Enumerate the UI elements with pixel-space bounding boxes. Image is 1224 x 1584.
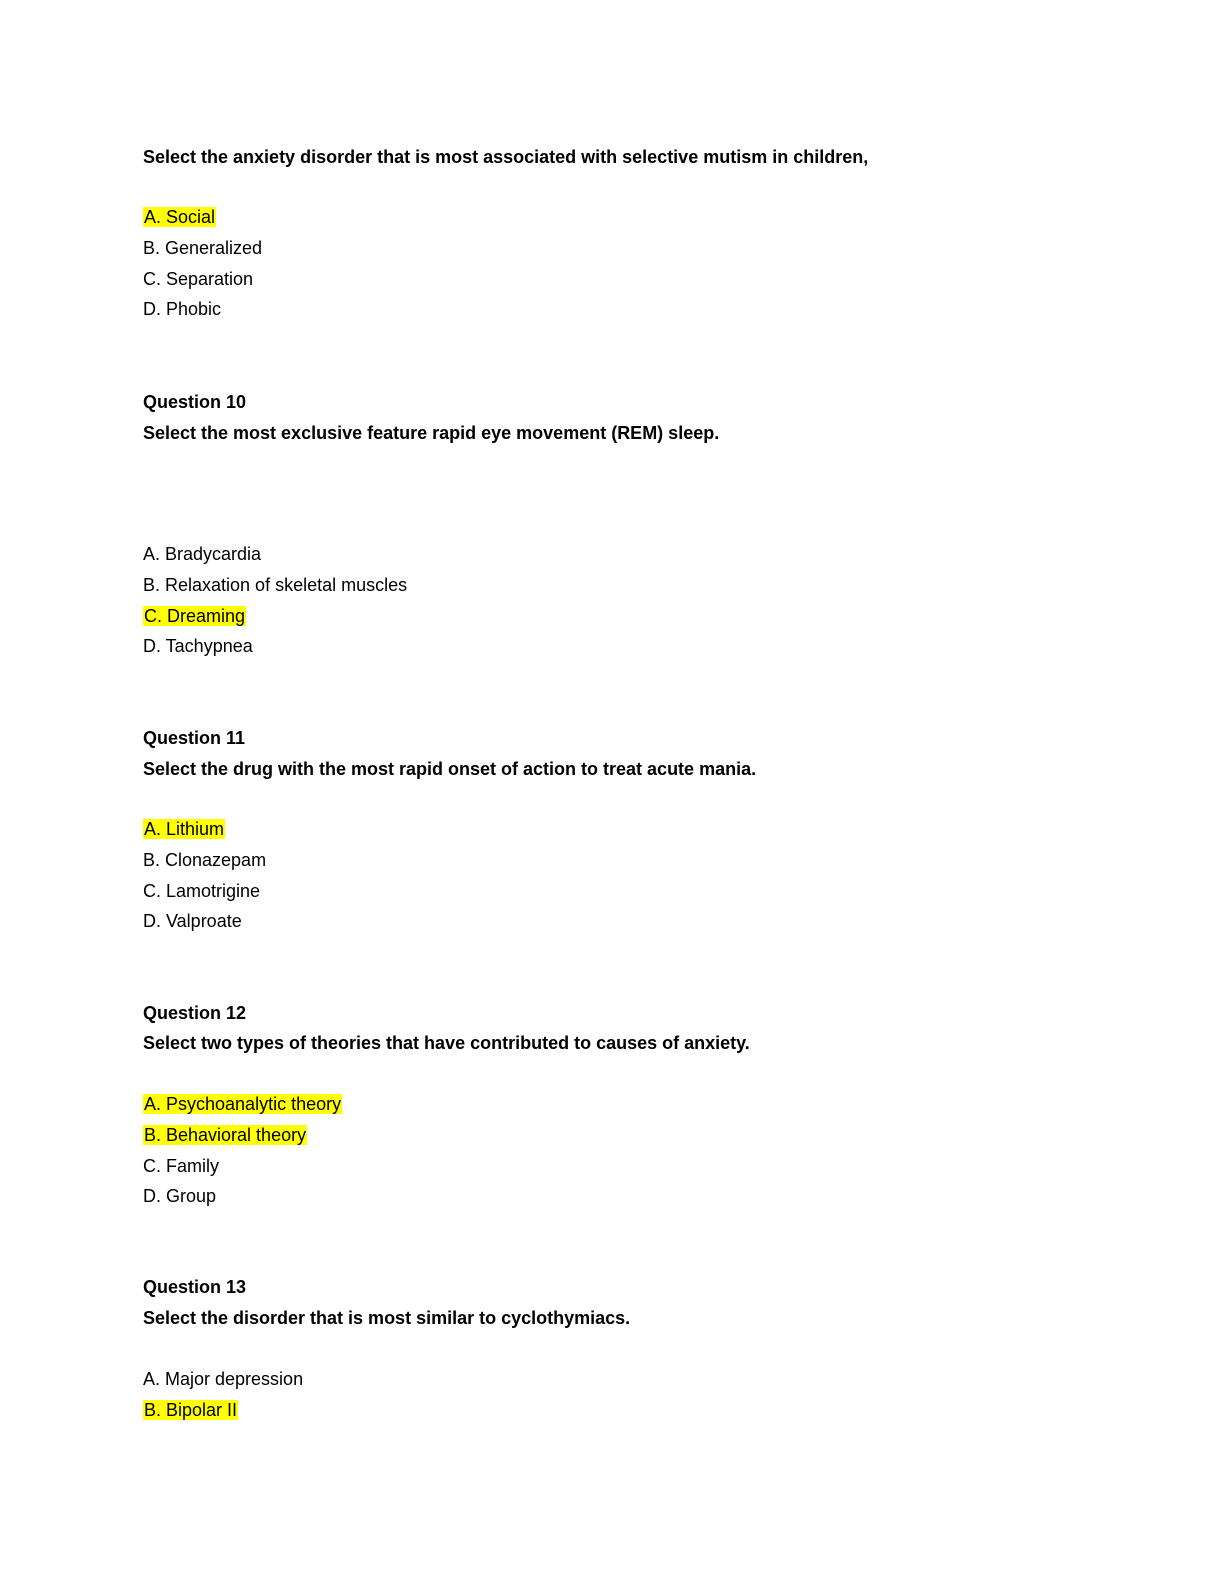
option-c: C. Lamotrigine [143,881,261,901]
option-d: D. Group [143,1186,217,1206]
question-prompt: Select the anxiety disorder that is most associated with selective mutism in children, [143,147,869,167]
option-c [143,604,246,628]
option-c: C. Family [143,1156,219,1176]
option-b: B. Relaxation of skeletal muscles [143,575,408,595]
option-a [143,1092,342,1116]
highlighted-answer: A. Lithium [144,819,225,839]
question-prompt: Select the disorder that is most similar to cyclothymiacs. [143,1308,631,1328]
option-a [143,817,225,841]
highlighted-answer: A. Social [144,207,216,227]
question-heading: Question 10 [143,392,247,412]
option-b [143,1123,307,1147]
highlighted-answer: B. Bipolar II [144,1400,238,1420]
highlighted-answer: C. Dreaming [144,606,246,626]
option-d: D. Phobic [143,299,222,319]
option-d: D. Tachypnea [143,636,253,656]
question-heading: Question 13 [143,1277,247,1297]
option-a [143,205,216,229]
option-a: A. Major depression [143,1369,304,1389]
option-b [143,1398,238,1422]
option-b: B. Clonazepam [143,850,267,870]
question-prompt: Select two types of theories that have contributed to causes of anxiety. [143,1033,750,1053]
question-heading: Question 12 [143,1003,247,1023]
highlighted-answer: B. Behavioral theory [144,1125,307,1145]
option-c: C. Separation [143,269,254,289]
highlighted-answer: A. Psychoanalytic theory [144,1094,342,1114]
question-heading: Question 11 [143,728,246,748]
option-b: B. Generalized [143,238,263,258]
option-d: D. Valproate [143,911,242,931]
question-prompt: Select the drug with the most rapid onset of action to treat acute mania. [143,759,757,779]
option-a: A. Bradycardia [143,544,262,564]
question-prompt: Select the most exclusive feature rapid eye movement (REM) sleep. [143,423,720,443]
